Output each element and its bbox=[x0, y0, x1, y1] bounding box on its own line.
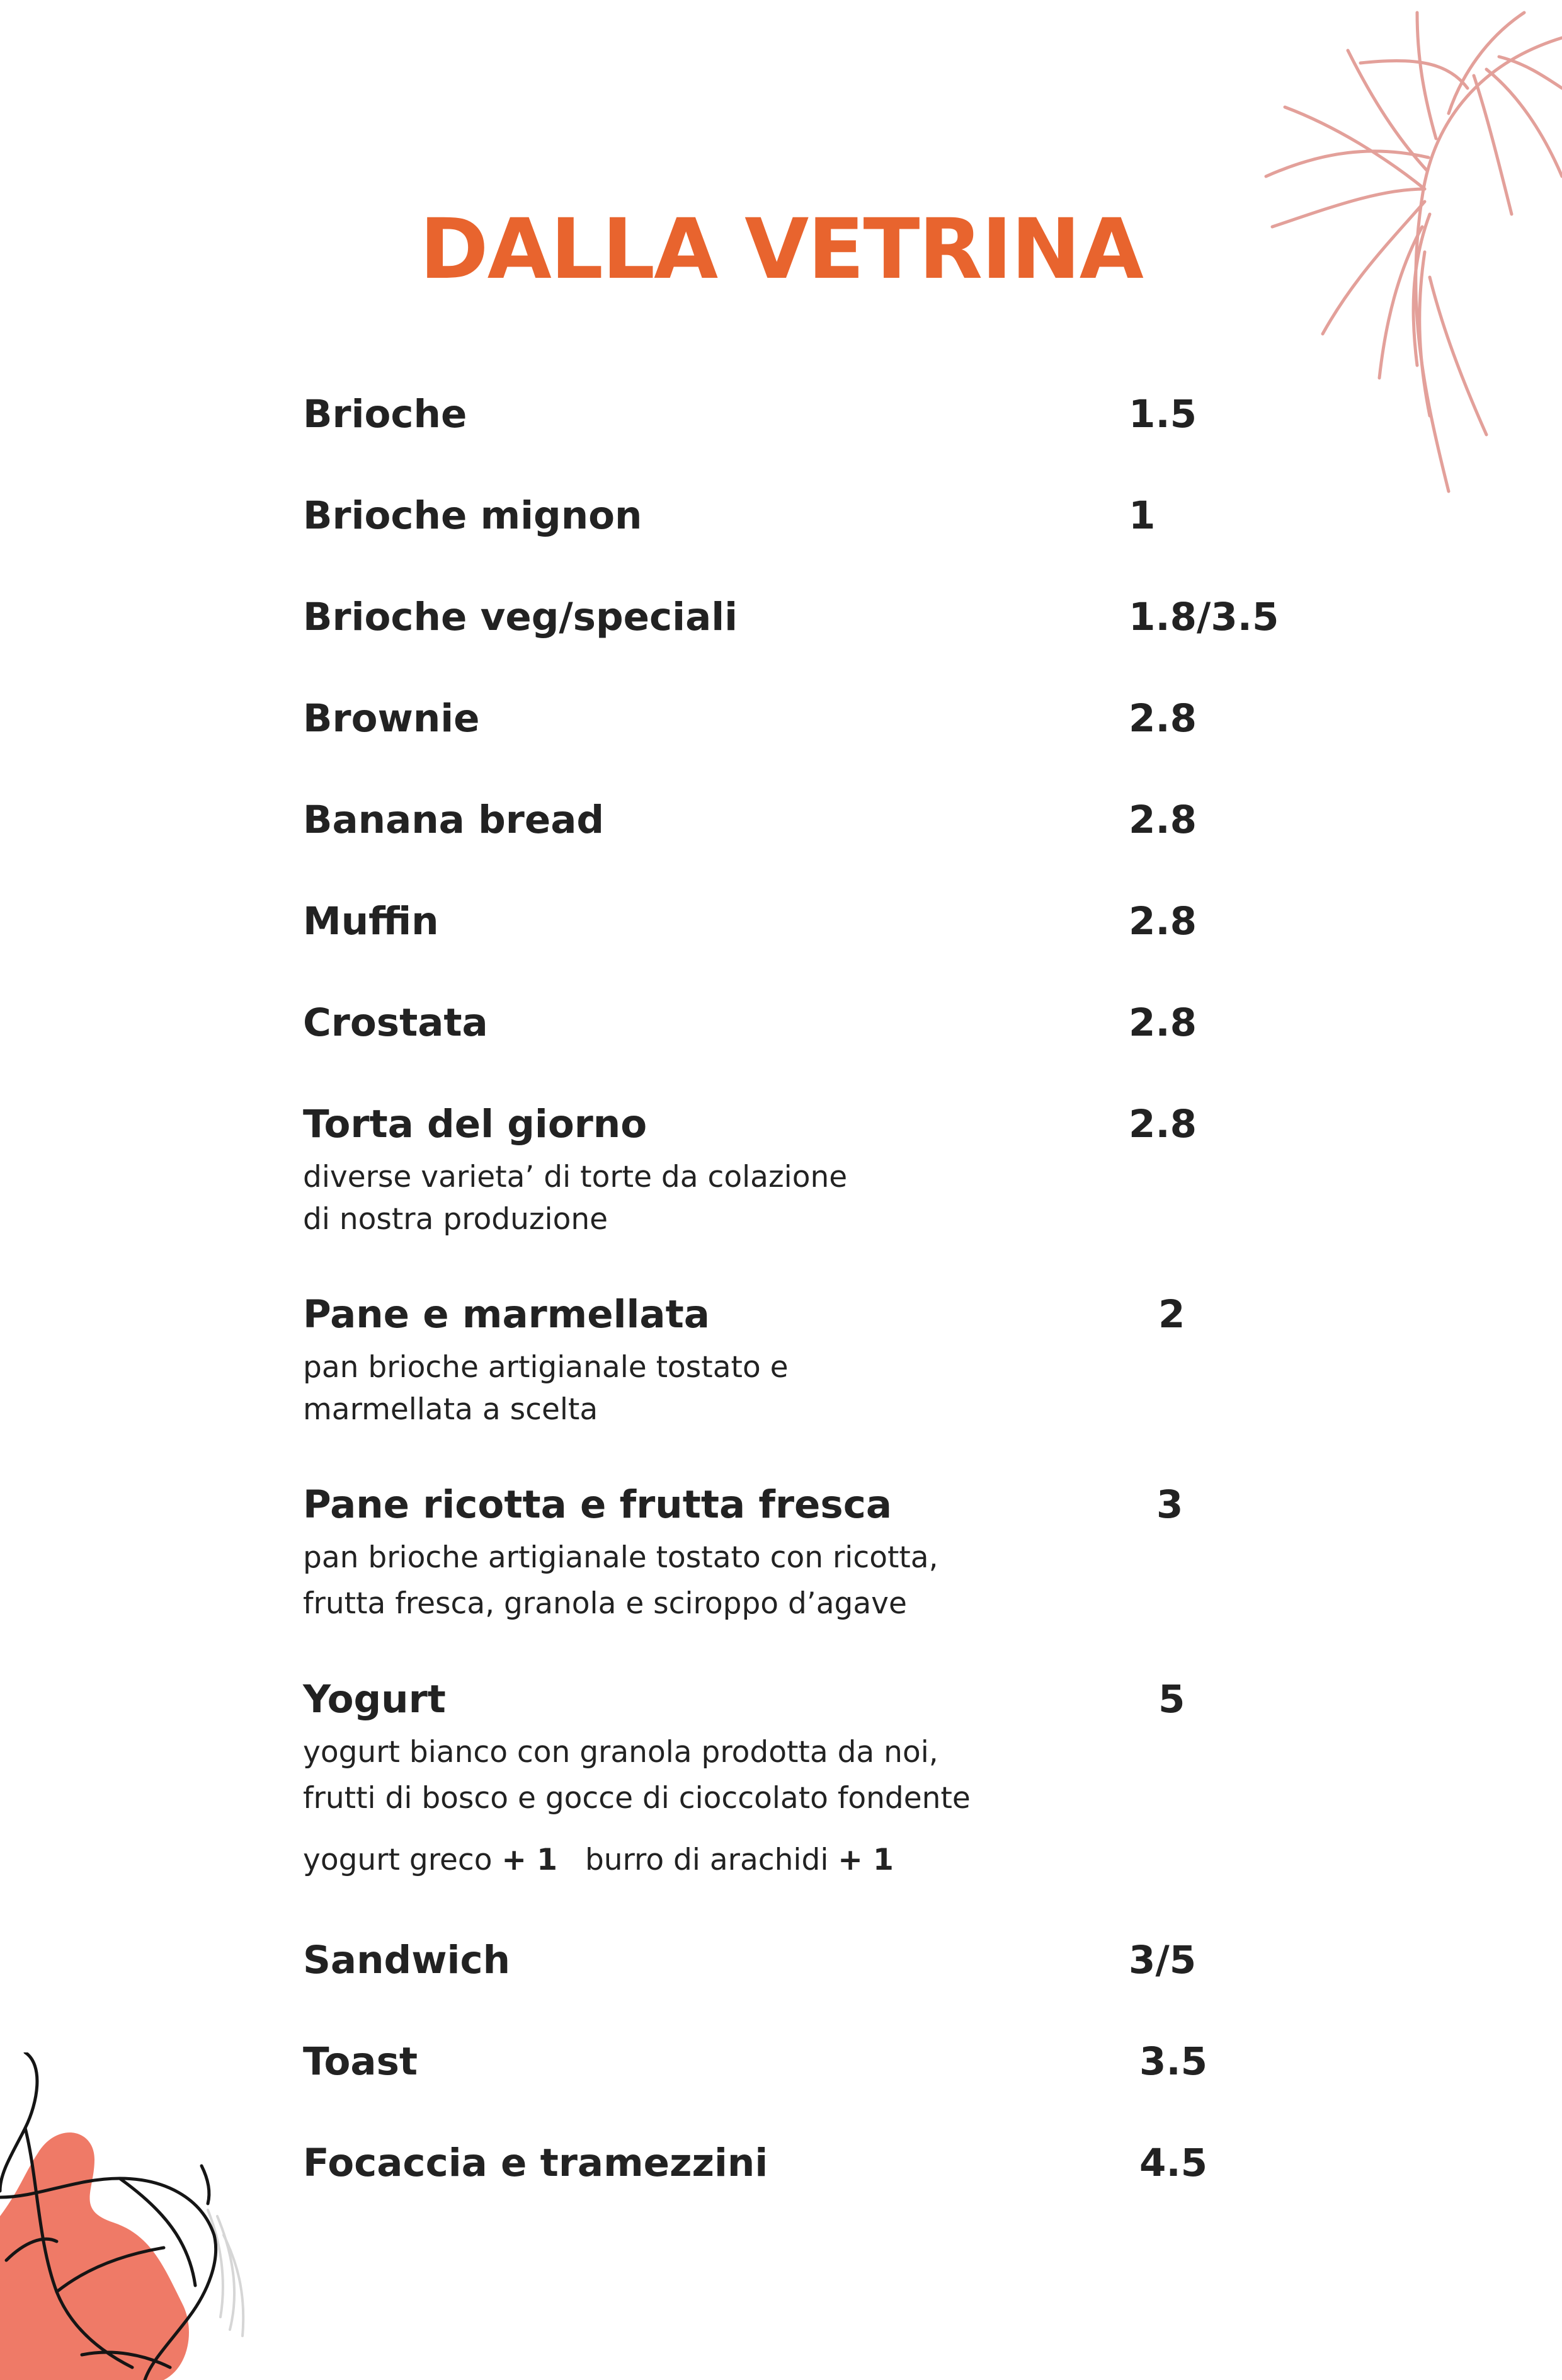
item-name: Focaccia e tramezzini bbox=[303, 2141, 768, 2185]
leaf-blob-decoration bbox=[0, 2052, 277, 2380]
item-price: 3.5 bbox=[1139, 2039, 1208, 2084]
item-name: Pane ricotta e frutta fresca bbox=[303, 1482, 892, 1527]
item-name: Toast bbox=[303, 2039, 418, 2084]
extra-arachidi-label: burro di arachidi bbox=[584, 1843, 829, 1877]
item-name: Brioche mignon bbox=[303, 493, 642, 538]
item-price: 3/5 bbox=[1129, 1938, 1197, 1982]
item-description: frutta fresca, granola e sciroppo d’agave bbox=[303, 1586, 907, 1621]
item-price: 2.8 bbox=[1129, 798, 1197, 842]
item-name: Brioche veg/speciali bbox=[303, 595, 738, 639]
extra-greco-label: yogurt greco bbox=[303, 1843, 493, 1877]
item-name: Torta del giorno bbox=[303, 1102, 647, 1147]
item-name: Pane e marmellata bbox=[303, 1292, 710, 1337]
item-name: Crostata bbox=[303, 1000, 488, 1045]
item-description: pan brioche artigianale tostato e bbox=[303, 1350, 789, 1385]
item-description: marmellata a scelta bbox=[303, 1392, 598, 1427]
item-name: Banana bread bbox=[303, 798, 605, 842]
item-price: 2 bbox=[1158, 1292, 1185, 1337]
extra-greco-price: + 1 bbox=[501, 1843, 557, 1877]
item-name: Muffin bbox=[303, 899, 439, 944]
item-price: 2.8 bbox=[1129, 696, 1197, 741]
item-description: yogurt bianco con granola prodotta da noi, bbox=[303, 1735, 938, 1770]
item-price: 2.8 bbox=[1129, 899, 1197, 944]
item-price: 4.5 bbox=[1139, 2141, 1208, 2185]
item-description: diverse varieta’ di torte da colazione bbox=[303, 1160, 848, 1194]
item-description: pan brioche artigianale tostato con ricotta, bbox=[303, 1540, 938, 1575]
item-price: 2.8 bbox=[1129, 1102, 1197, 1147]
item-name: Brownie bbox=[303, 696, 480, 741]
item-price: 5 bbox=[1158, 1677, 1185, 1722]
item-price: 1 bbox=[1129, 493, 1156, 538]
extra-arachidi-price: + 1 bbox=[838, 1843, 894, 1877]
item-price: 3 bbox=[1156, 1482, 1183, 1527]
yogurt-extras bbox=[303, 1843, 894, 1877]
menu-title: DALLA VETRINA bbox=[419, 201, 1143, 298]
item-price: 1.5 bbox=[1129, 392, 1197, 437]
item-name: Yogurt bbox=[303, 1677, 446, 1722]
item-name: Sandwich bbox=[303, 1938, 511, 1982]
item-name: Brioche bbox=[303, 392, 467, 437]
item-description: di nostra produzione bbox=[303, 1202, 608, 1237]
item-description: frutti di bosco e gocce di cioccolato fondente bbox=[303, 1781, 971, 1816]
item-price: 2.8 bbox=[1129, 1000, 1197, 1045]
item-price: 1.8/3.5 bbox=[1129, 595, 1279, 639]
